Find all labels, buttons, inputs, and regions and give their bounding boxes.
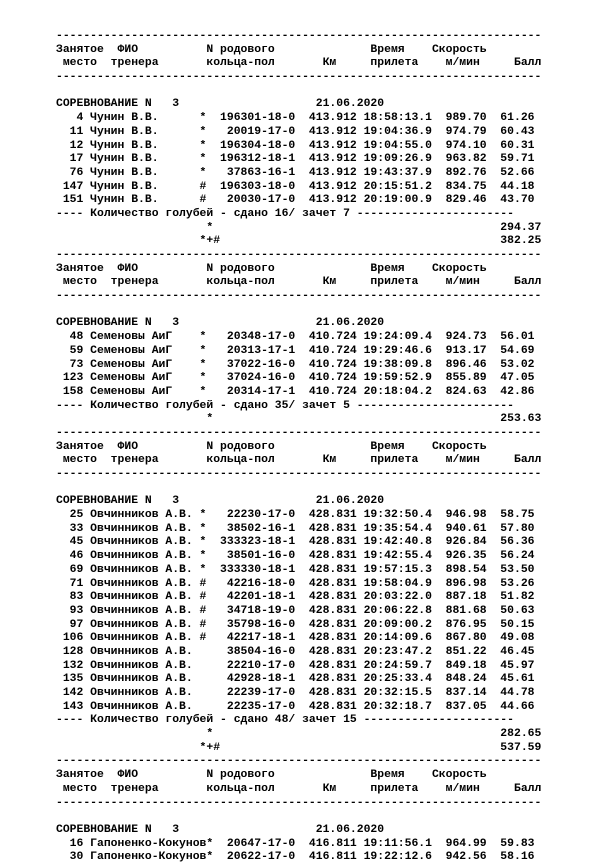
column-header-line: Занятое ФИО N родового Время Скорость	[56, 262, 487, 275]
result-row: 16 Гапоненко-Кокунов* 20647-17-0 416.811 19:11:56.1 964.99 59.83	[56, 837, 535, 850]
result-row: 76 Чунин В.В. * 37863-16-1 413.912 19:43:37.9 892.76 52.66	[56, 166, 535, 179]
column-header-line: место тренера кольца-пол Км прилета м/мин Балл	[56, 276, 542, 289]
blank-line	[56, 304, 541, 318]
blank-line	[56, 810, 541, 824]
column-header-line: Занятое ФИО N родового Время Скорость	[56, 440, 487, 453]
result-row: 143 Овчинников А.В. 22235-17-0 428.831 20:32:18.7 837.05 44.66	[56, 700, 535, 713]
blank-line	[56, 85, 541, 99]
total-line: *+# 537.59	[56, 741, 542, 754]
result-row: 128 Овчинников А.В. 38504-16-0 428.831 20:23:47.2 851.22 46.45	[56, 645, 535, 658]
result-row: 97 Овчинников А.В. # 35798-16-0 428.831 20:09:00.2 876.95 50.15	[56, 618, 535, 631]
blank-line	[56, 482, 541, 496]
result-row: 30 Гапоненко-Кокунов* 20622-17-0 416.811 19:22:12.6 942.56 58.16	[56, 851, 535, 864]
result-row: 46 Овчинников А.В. * 38501-16-0 428.831 19:42:55.4 926.35 56.24	[56, 550, 535, 563]
result-row: 45 Овчинников А.В. * 333323-18-1 428.831 19:42:40.8 926.84 56.36	[56, 536, 535, 549]
total-line: *+# 382.25	[56, 235, 542, 248]
result-row: 48 Семеновы АиГ * 20348-17-0 410.724 19:24:09.4 924.73 56.01	[56, 331, 535, 344]
competition-line: СОРЕВНОВАНИЕ N 3 21.06.2020	[56, 98, 385, 111]
summary-line: ---- Количество голубей - сдано 35/ зачет 5 -----------------------	[56, 399, 514, 412]
summary-line: ---- Количество голубей - сдано 48/ зачет 15 ----------------------	[56, 714, 514, 727]
competition-line: СОРЕВНОВАНИЕ N 3 21.06.2020	[56, 495, 385, 508]
result-row: 93 Овчинников А.В. # 34718-19-0 428.831 20:06:22.8 881.68 50.63	[56, 604, 535, 617]
divider-line: -----------------------------------------------------------------------	[56, 290, 542, 303]
divider-line: -----------------------------------------------------------------------	[56, 468, 542, 480]
result-row: 142 Овчинников А.В. 22239-17-0 428.831 20:32:15.5 837.14 44.78	[56, 687, 535, 699]
divider-line: -----------------------------------------------------------------------	[56, 30, 542, 42]
divider-line: -----------------------------------------------------------------------	[56, 796, 542, 809]
divider-line: -----------------------------------------------------------------------	[56, 71, 542, 84]
result-row: 17 Чунин В.В. * 196312-18-1 413.912 19:09:26.9 963.82 59.71	[56, 153, 535, 166]
column-header-line: Занятое ФИО N родового Время Скорость	[56, 769, 487, 782]
result-row: 106 Овчинников А.В. # 42217-18-1 428.831 20:14:09.6 867.80 49.08	[56, 632, 535, 645]
divider-line: -----------------------------------------------------------------------	[56, 426, 542, 439]
total-line: * 282.65	[56, 728, 542, 741]
result-row: 147 Чунин В.В. # 196303-18-0 413.912 20:15:51.2 834.75 44.18	[56, 180, 535, 193]
result-row: 158 Семеновы АиГ * 20314-17-1 410.724 20:18:04.2 824.63 42.86	[56, 385, 535, 398]
competition-line: СОРЕВНОВАНИЕ N 3 21.06.2020	[56, 823, 385, 836]
result-row: 11 Чунин В.В. * 20019-17-0 413.912 19:04:36.9 974.79 60.43	[56, 125, 535, 138]
divider-line: -----------------------------------------------------------------------	[56, 755, 542, 768]
result-row: 135 Овчинников А.В. 42928-18-1 428.831 20:25:33.4 848.24 45.61	[56, 673, 535, 686]
result-row: 69 Овчинников А.В. * 333330-18-1 428.831 19:57:15.3 898.54 53.50	[56, 563, 535, 576]
column-header-line: место тренера кольца-пол Км прилета м/мин Балл	[56, 57, 542, 70]
result-row: 59 Семеновы АиГ * 20313-17-1 410.724 19:29:46.6 913.17 54.69	[56, 344, 535, 357]
result-row: 25 Овчинников А.В. * 22230-17-0 428.831 19:32:50.4 946.98 58.75	[56, 509, 535, 522]
result-row: 83 Овчинников А.В. # 42201-18-1 428.831 20:03:22.0 887.18 51.82	[56, 591, 535, 604]
summary-line: ---- Количество голубей - сдано 16/ зачет 7 -----------------------	[56, 207, 514, 220]
result-row: 123 Семеновы АиГ * 37024-16-0 410.724 19:59:52.9 855.89 47.05	[56, 372, 535, 385]
result-row: 33 Овчинников А.В. * 38502-16-1 428.831 19:35:54.4 940.61 57.80	[56, 522, 535, 535]
total-line: * 253.63	[56, 413, 542, 426]
result-row: 4 Чунин В.В. * 196301-18-0 413.912 18:58:13.1 989.70 61.26	[56, 112, 535, 125]
pigeon-race-results-document	[56, 30, 541, 865]
result-row: 151 Чунин В.В. # 20030-17-0 413.912 20:19:00.9 829.46 43.70	[56, 194, 535, 207]
divider-line: -----------------------------------------------------------------------	[56, 249, 542, 261]
result-row: 71 Овчинников А.В. # 42216-18-0 428.831 19:58:04.9 896.98 53.26	[56, 577, 535, 590]
result-row: 73 Семеновы АиГ * 37022-16-0 410.724 19:38:09.8 896.46 53.02	[56, 358, 535, 371]
result-row: 12 Чунин В.В. * 196304-18-0 413.912 19:04:55.0 974.10 60.31	[56, 139, 535, 152]
result-row: 132 Овчинников А.В. 22210-17-0 428.831 20:24:59.7 849.18 45.97	[56, 659, 535, 672]
column-header-line: место тренера кольца-пол Км прилета м/мин Балл	[56, 454, 542, 467]
column-header-line: Занятое ФИО N родового Время Скорость	[56, 43, 487, 56]
competition-line: СОРЕВНОВАНИЕ N 3 21.06.2020	[56, 317, 385, 330]
column-header-line: место тренера кольца-пол Км прилета м/мин Балл	[56, 782, 542, 795]
total-line: * 294.37	[56, 221, 542, 234]
